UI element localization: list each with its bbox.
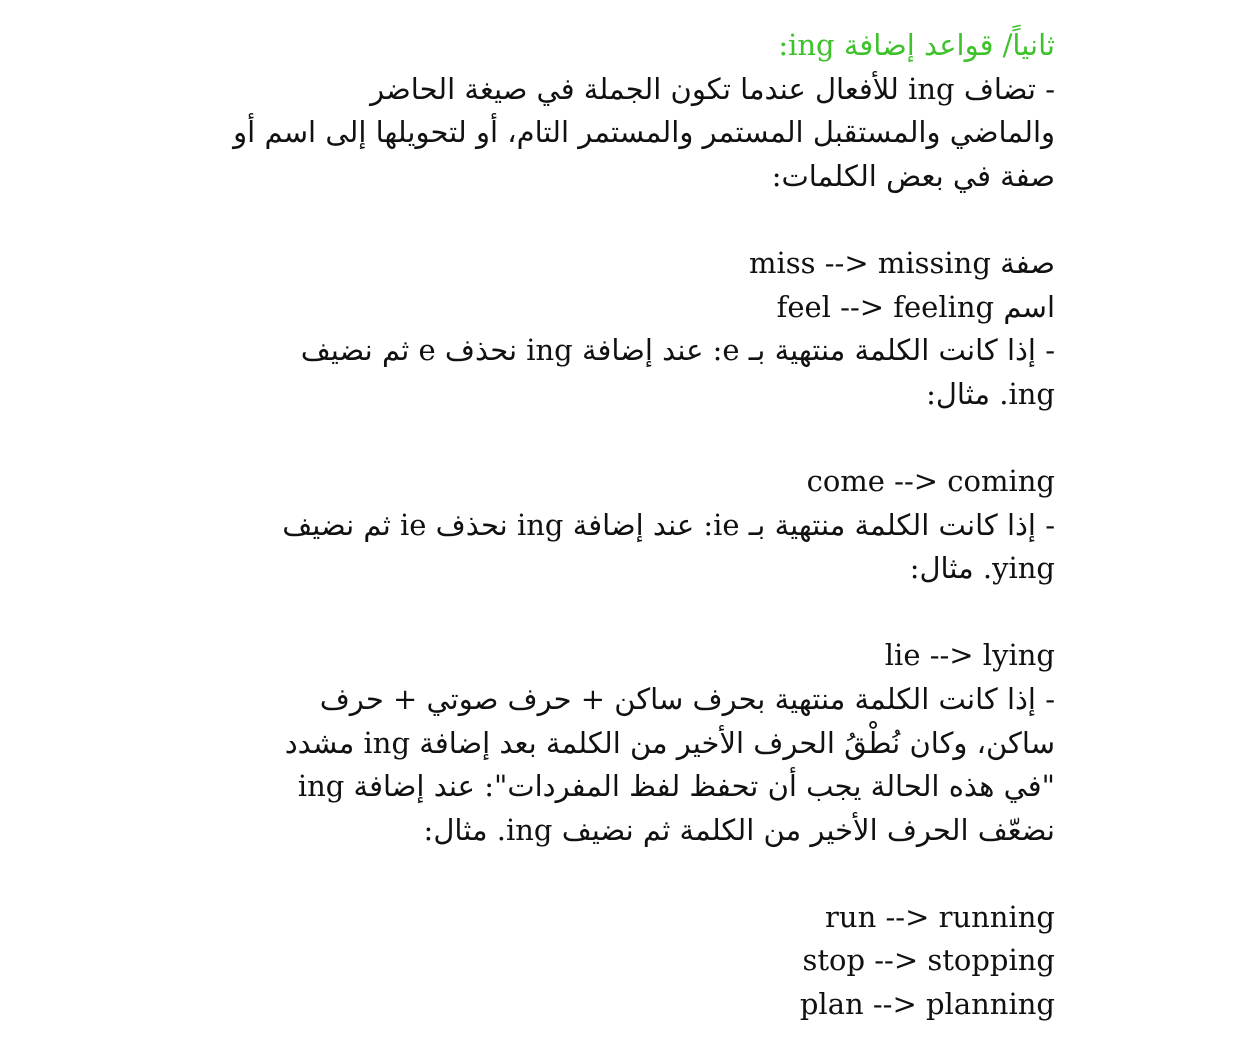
example-line: run --> running [825, 899, 1055, 934]
example-line: come --> coming [806, 463, 1055, 498]
spacer [200, 416, 1055, 460]
rule-double-line: نضعّف الحرف الأخير من الكلمة ثم نضيف ing. مثال: [423, 812, 1055, 847]
spacer [200, 591, 1055, 635]
section-title: ثانياً/ قواعد إضافة ing: [778, 28, 1055, 62]
rule-ie-line: - إذا كانت الكلمة منتهية بـ ie: عند إضافة ing نحذف ie ثم نضيف [282, 507, 1055, 542]
example-line: plan --> planning [799, 987, 1055, 1022]
rule-double-line: ساكن، وكان نُطْقُ الحرف الأخير من الكلمة بعد إضافة ing مشدد [284, 725, 1055, 760]
intro-line: والماضي والمستقبل المستمر والمستمر التام، أو لتحويلها إلى اسم أو [233, 115, 1055, 150]
example-line: stop --> stopping [802, 943, 1055, 978]
document-body [200, 24, 1055, 1027]
example-line: صفة miss --> missing [749, 245, 1055, 280]
rule-double-line: "في هذه الحالة يجب أن تحفظ لفظ المفردات": عند إضافة ing [297, 769, 1055, 804]
rule-e-line: ing. مثال: [926, 376, 1055, 411]
intro-line: صفة في بعض الكلمات: [771, 158, 1055, 193]
rule-ie-line: ying. مثال: [909, 551, 1055, 586]
intro-line: - تضاف ing للأفعال عندما تكون الجملة في صيغة الحاضر [370, 71, 1055, 106]
rule-double-line: - إذا كانت الكلمة منتهية بحرف ساكن + حرف صوتي + حرف [319, 681, 1055, 716]
spacer [200, 198, 1055, 242]
example-line: اسم feel --> feeling [776, 289, 1055, 324]
example-line: lie --> lying [884, 638, 1055, 673]
spacer [200, 852, 1055, 896]
rule-e-line: - إذا كانت الكلمة منتهية بـ e: عند إضافة ing نحذف e ثم نضيف [300, 333, 1055, 368]
